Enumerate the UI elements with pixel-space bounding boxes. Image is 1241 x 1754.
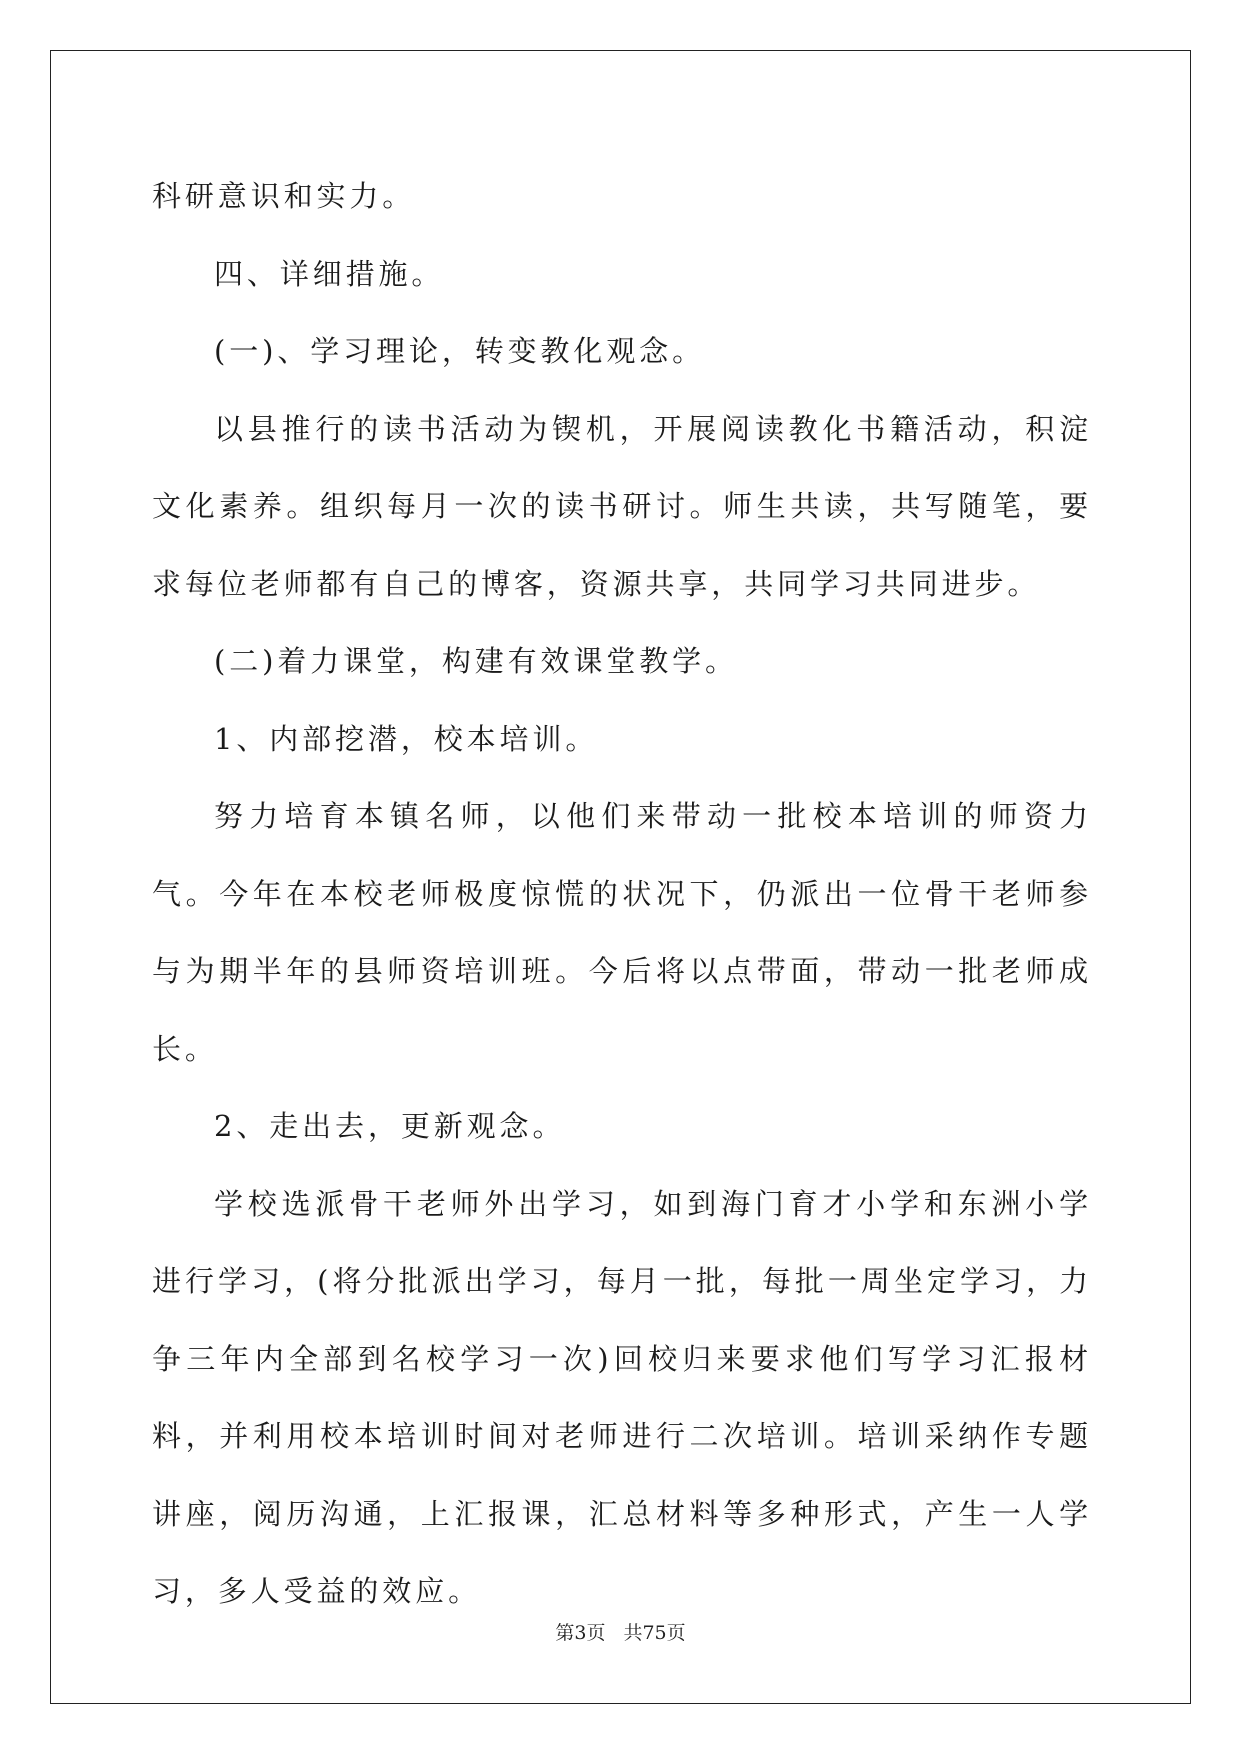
paragraph-2: (一)、学习理论，转变教化观念。 xyxy=(214,334,706,368)
page-footer xyxy=(0,1618,1241,1645)
paragraph-8: 学校选派骨干老师外出学习，如到海门育才小学和东洲小学进行学习，(将分批派出学习，每月一批，每批一周坐定学习，力争三年内全部到名校学习一次)回校归来要求他们写学习汇报材料，并利用校本培训时间对老师进行二次培训。培训采纳作专题讲座，阅历沟通，上汇报课，汇总材料等多种形式，产生一人学习，多人受益的效应。 xyxy=(152,1186,1092,1608)
page-total: 共75页 xyxy=(623,1622,686,1644)
paragraph-4: (二)着力课堂，构建有效课堂教学。 xyxy=(214,644,738,678)
paragraph-7: 2、走出去，更新观念。 xyxy=(214,1109,566,1143)
document-body xyxy=(152,158,1092,1631)
paragraph-6: 努力培育本镇名师，以他们来带动一批校本培训的师资力气。今年在本校老师极度惊慌的状况下，仍派出一位骨干老师参与为期半年的县师资培训班。今后将以点带面，带动一批老师成长。 xyxy=(152,799,1092,1066)
paragraph-3: 以县推行的读书活动为锲机，开展阅读教化书籍活动，积淀文化素养。组织每月一次的读书研讨。师生共读，共写随笔，要求每位老师都有自己的博客，资源共享，共同学习共同进步。 xyxy=(152,411,1092,601)
page-number: 第3页 xyxy=(555,1622,606,1644)
paragraph-0: 科研意识和实力。 xyxy=(152,179,416,213)
paragraph-5: 1、内部挖潜，校本培训。 xyxy=(214,721,599,756)
paragraph-1: 四、详细措施。 xyxy=(214,256,445,291)
